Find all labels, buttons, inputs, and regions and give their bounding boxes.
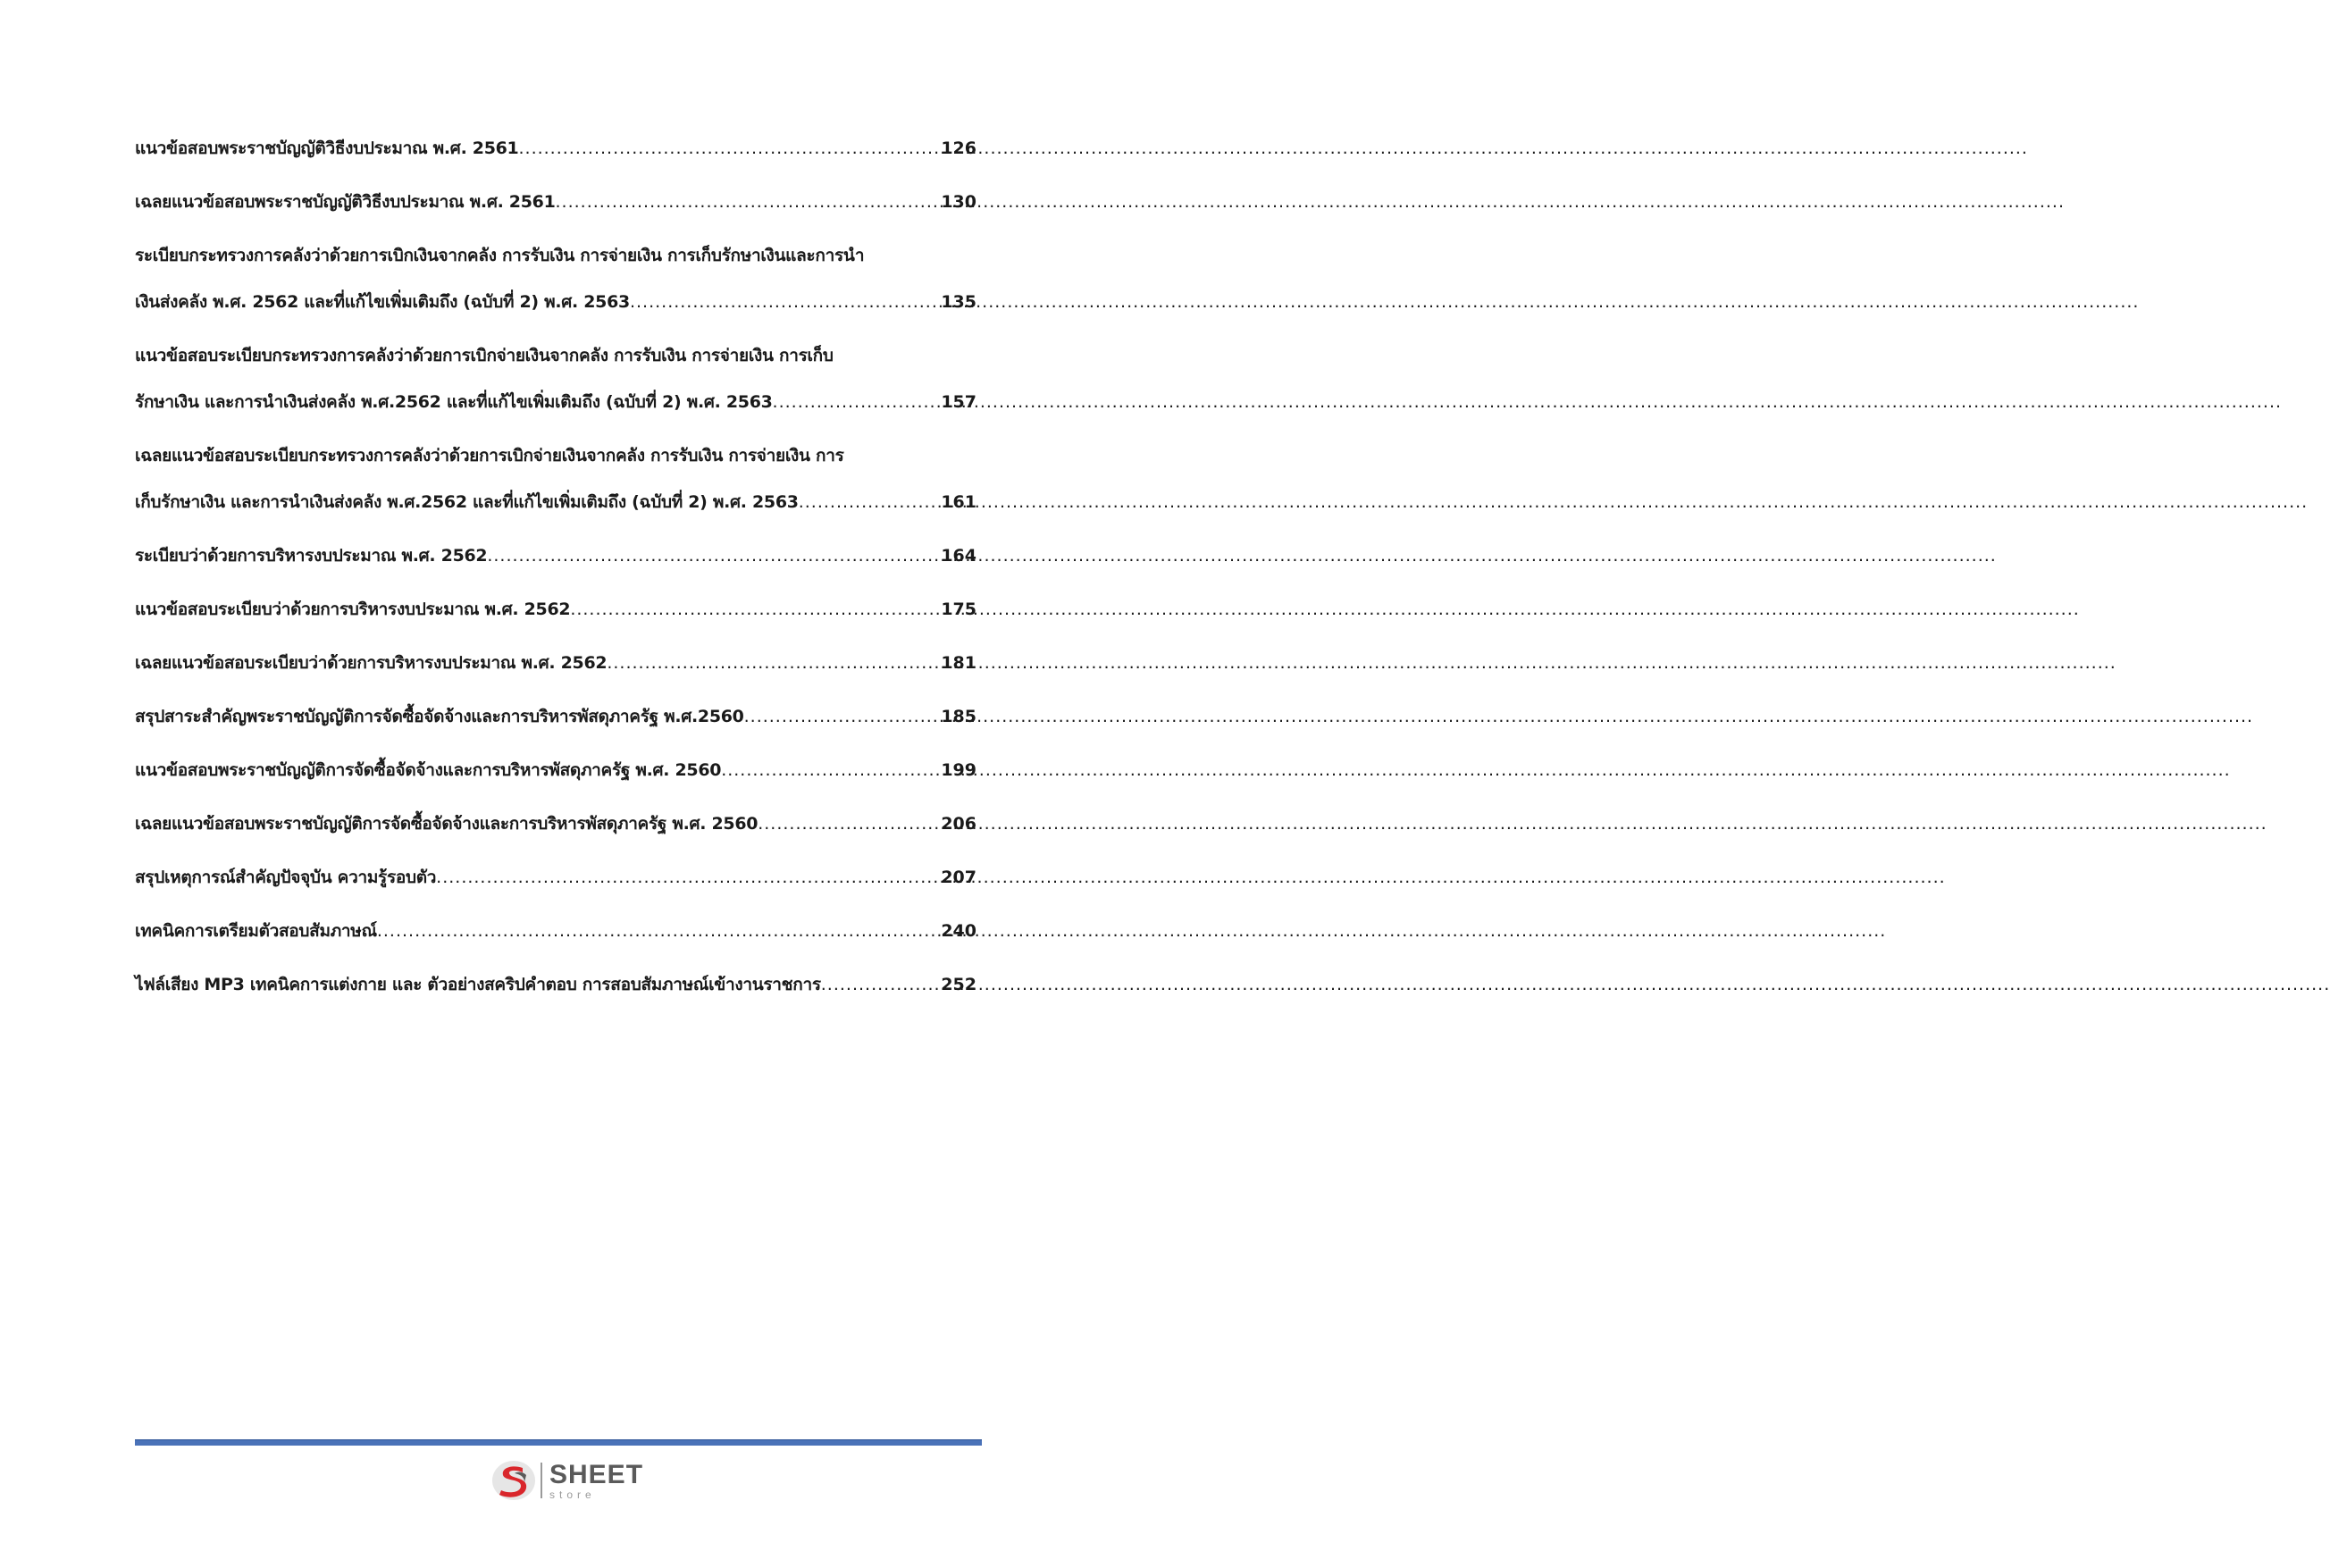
logo-wordmark	[549, 1459, 644, 1501]
toc-entry-title: เงินส่งคลัง พ.ศ. 2562 และที่แก้ไขเพิ่มเติมถึง (ฉบับที่ 2) พ.ศ. 2563	[135, 292, 630, 312]
toc-page-number: 181	[941, 653, 976, 673]
toc-page-number: 135	[941, 292, 976, 312]
toc-entry-title: รักษาเงิน และการนำเงินส่งคลัง พ.ศ.2562 และที่แก้ไขเพิ่มเติมถึง (ฉบับที่ 2) พ.ศ. 2563	[135, 392, 773, 412]
toc-entry[interactable]	[135, 341, 976, 416]
toc-page-number: 252	[941, 975, 976, 994]
toc-dot-leader	[487, 541, 937, 570]
toc-page-number: 240	[941, 921, 976, 941]
toc-entry-title: เฉลยแนวข้อสอบพระราชบัญญัติวิธีงบประมาณ พ.ศ. 2561	[135, 192, 556, 212]
toc-entry[interactable]	[135, 809, 976, 838]
toc-dot-leader	[721, 756, 937, 784]
toc-entry[interactable]	[135, 649, 976, 677]
toc-page-number: 175	[941, 600, 976, 619]
toc-entry-title: ไฟล์เสียง MP3 เทคนิคการแต่งกาย และ ตัวอย่างสคริปคำตอบ การสอบสัมภาษณ์เข้างานราชการ	[135, 975, 821, 994]
toc-entry[interactable]	[135, 970, 976, 999]
toc-dot-leader	[556, 188, 938, 216]
toc-entry-title: ระเบียบว่าด้วยการบริหารงบประมาณ พ.ศ. 2562	[135, 546, 488, 566]
logo-name: SHEET	[549, 1459, 644, 1489]
toc-dot-leader	[758, 809, 937, 838]
toc-dot-leader	[773, 388, 938, 416]
toc-page-number: 206	[941, 814, 976, 834]
toc-entry[interactable]	[135, 134, 976, 163]
toc-entry[interactable]	[135, 917, 976, 945]
logo-separator	[541, 1463, 542, 1498]
toc-entry[interactable]	[135, 541, 976, 570]
toc-dot-leader	[518, 134, 937, 163]
toc-entry-title: แนวข้อสอบพระราชบัญญัติการจัดซื้อจัดจ้างและการบริหารพัสดุภาครัฐ พ.ศ. 2560	[135, 760, 722, 780]
toc-dot-leader	[570, 595, 937, 624]
toc-entry-title: สรุปเหตุการณ์สำคัญปัจจุบัน ความรู้รอบตัว	[135, 868, 437, 887]
toc-page-number: 126	[941, 138, 976, 158]
toc-page-number: 161	[941, 492, 976, 512]
toc-page-number: 199	[941, 760, 976, 780]
toc-entry-title-line1: แนวข้อสอบระเบียบกระทรวงการคลังว่าด้วยการเบิกจ่ายเงินจากคลัง การรับเงิน การจ่ายเงิน การเก็บ	[135, 346, 834, 365]
toc-entry-title: เก็บรักษาเงิน และการนำเงินส่งคลัง พ.ศ.2562 และที่แก้ไขเพิ่มเติมถึง (ฉบับที่ 2) พ.ศ. 2563	[135, 492, 799, 512]
toc-entry-title: แนวข้อสอบพระราชบัญญัติวิธีงบประมาณ พ.ศ. 2561	[135, 138, 519, 158]
toc-entry[interactable]	[135, 241, 976, 316]
toc-entry[interactable]	[135, 595, 976, 624]
toc-entry[interactable]	[135, 702, 976, 731]
toc-dot-leader	[821, 970, 938, 999]
toc-entry-title: แนวข้อสอบระเบียบว่าด้วยการบริหารงบประมาณ พ.ศ. 2562	[135, 600, 571, 619]
toc-dot-leader	[630, 288, 937, 316]
toc-dot-leader	[799, 488, 938, 516]
toc-dot-leader	[377, 917, 937, 945]
toc-page-number: 207	[941, 868, 976, 887]
toc-page-number: 164	[941, 546, 976, 566]
toc-dot-leader	[744, 702, 938, 731]
toc-entry-title: เทคนิคการเตรียมตัวสอบสัมภาษณ์	[135, 921, 377, 941]
toc-entry-title-line1: เฉลยแนวข้อสอบระเบียบกระทรวงการคลังว่าด้วยการเบิกจ่ายเงินจากคลัง การรับเงิน การจ่ายเงิน การ	[135, 446, 844, 465]
toc-entry[interactable]	[135, 756, 976, 784]
toc-entry[interactable]	[135, 441, 976, 516]
toc-entry[interactable]	[135, 863, 976, 892]
toc-entry-title: เฉลยแนวข้อสอบระเบียบว่าด้วยการบริหารงบประมาณ พ.ศ. 2562	[135, 653, 608, 673]
table-of-contents	[135, 134, 976, 1024]
toc-dot-leader	[436, 863, 937, 892]
logo-subtitle: store	[549, 1488, 596, 1501]
toc-entry-title-line1: ระเบียบกระทรวงการคลังว่าด้วยการเบิกเงินจากคลัง การรับเงิน การจ่ายเงิน การเก็บรักษาเงินและการนำ	[135, 246, 865, 265]
toc-entry-title: เฉลยแนวข้อสอบพระราชบัญญัติการจัดซื้อจัดจ้างและการบริหารพัสดุภาครัฐ พ.ศ. 2560	[135, 814, 759, 834]
toc-page-number: 157	[941, 392, 976, 412]
toc-entry-title: สรุปสาระสำคัญพระราชบัญญัติการจัดซื้อจัดจ้างและการบริหารพัสดุภาครัฐ พ.ศ.2560	[135, 707, 744, 726]
footer-logo	[490, 1459, 643, 1502]
toc-page-number: 185	[941, 707, 976, 726]
toc-dot-leader	[607, 649, 937, 677]
toc-page-number: 130	[941, 192, 976, 212]
footer-divider	[135, 1439, 982, 1446]
sheet-store-s-icon	[490, 1459, 537, 1502]
toc-entry[interactable]	[135, 188, 976, 216]
